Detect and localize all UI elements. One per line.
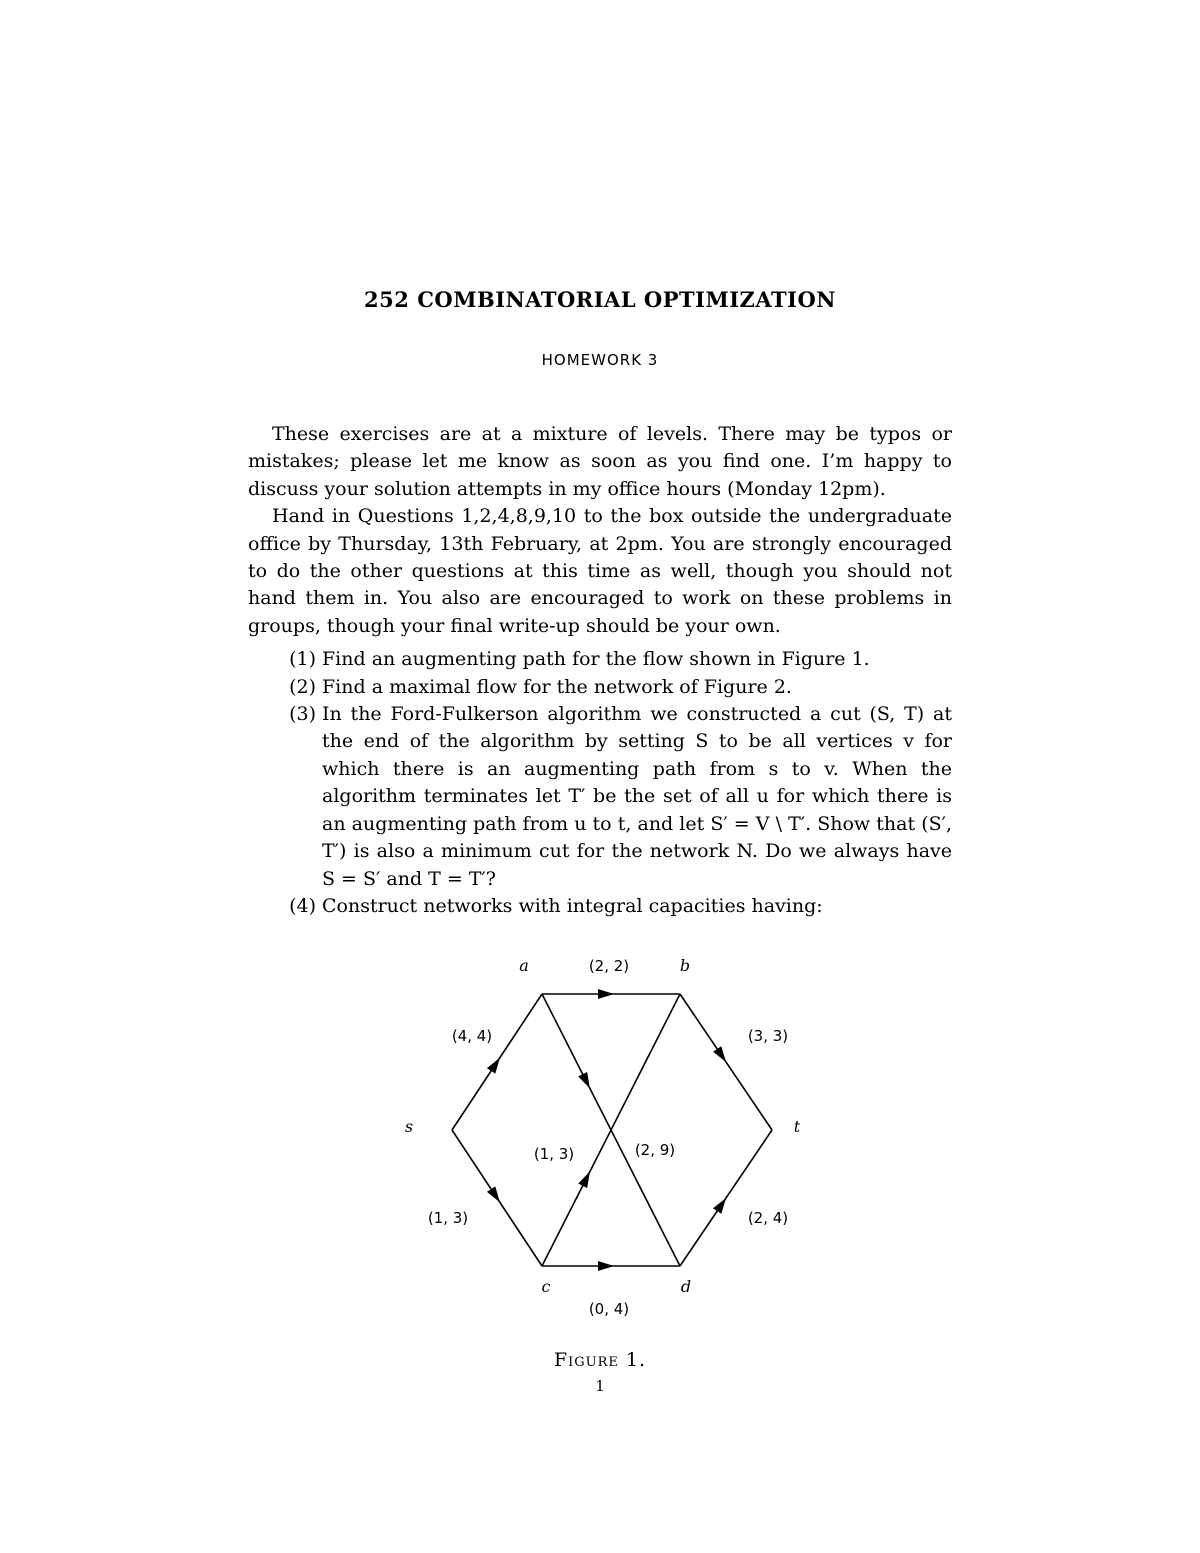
edge-label-c-d: (0, 4) xyxy=(588,1300,630,1318)
arrow-s-a xyxy=(490,1064,496,1072)
question-text: In the Ford-Fulkerson algorithm we constructed a cut (S, T) at the end of the algorithm by setting S to be all vertices v for which there is an augmenting path from s to v. When the algorithm terminates let T′ be the set of all u for which there is an augmenting path from u to t, and let S′ = V \ T′. Show that (S′, T′) is also a minimum cut for the network N. Do we always have S = S′ and T = T′? xyxy=(322,703,952,890)
question-text: Construct networks with integral capacities having: xyxy=(322,894,823,917)
arrow-c-b xyxy=(582,1179,587,1188)
question-number: (3) xyxy=(289,703,316,726)
document-title: 252 COMBINATORIAL OPTIMIZATION xyxy=(364,287,836,312)
arrow-s-c xyxy=(490,1187,496,1195)
page-number: 1 xyxy=(595,1377,605,1395)
edge-label-s-c: (1, 3) xyxy=(427,1209,469,1227)
question-text: Find an augmenting path for the flow shown in Figure 1. xyxy=(322,648,870,671)
edge-label-s-a: (4, 4) xyxy=(451,1027,493,1045)
network-arrows xyxy=(490,994,722,1266)
question-number: (1) xyxy=(289,648,316,671)
vertex-label-b: b xyxy=(679,956,691,975)
vertex-label-c: c xyxy=(541,1277,551,1296)
question-text: Find a maximal flow for the network of Figure 2. xyxy=(322,675,792,698)
edge-label-d-t: (2, 4) xyxy=(747,1209,789,1227)
intro-paragraph-1: These exercises are at a mixture of levels. There may be typos or mistakes; please let me know as soon as you find one. I’m happy to discuss your solution attempts in my office hours (Monday 12pm). xyxy=(248,423,952,500)
vertex-label-a: a xyxy=(519,956,529,975)
network-edges xyxy=(452,994,772,1266)
vertex-label-t: t xyxy=(793,1117,801,1136)
edge-label-a-b: (2, 2) xyxy=(588,957,630,975)
edge-s-a xyxy=(452,994,542,1130)
intro-paragraph-2: Hand in Questions 1,2,4,8,9,10 to the box outside the undergraduate office by Thursday, 13th February, at 2pm. You are strongly encouraged to do the other questions at this time as well, though you should not hand them in. You also are encouraged to work on these problems in groups, though your final write-up should be your own. xyxy=(248,505,952,637)
edge-s-c xyxy=(452,1130,542,1266)
edge-d-t xyxy=(680,1130,772,1266)
vertex-label-d: d xyxy=(680,1277,692,1296)
arrow-b-t xyxy=(716,1047,722,1055)
vertex-label-s: s xyxy=(404,1117,414,1136)
document-subtitle: HOMEWORK 3 xyxy=(541,351,659,369)
question-number: (4) xyxy=(289,894,316,917)
edge-b-t xyxy=(680,994,772,1130)
figure-caption: Figure 1. xyxy=(553,1349,647,1371)
arrow-a-d xyxy=(582,1072,587,1081)
arrow-d-t xyxy=(716,1205,722,1213)
question-number: (2) xyxy=(289,675,316,698)
edge-label-c-b: (1, 3) xyxy=(533,1145,575,1163)
edge-label-a-d: (2, 9) xyxy=(634,1141,676,1159)
edge-label-b-t: (3, 3) xyxy=(747,1027,789,1045)
